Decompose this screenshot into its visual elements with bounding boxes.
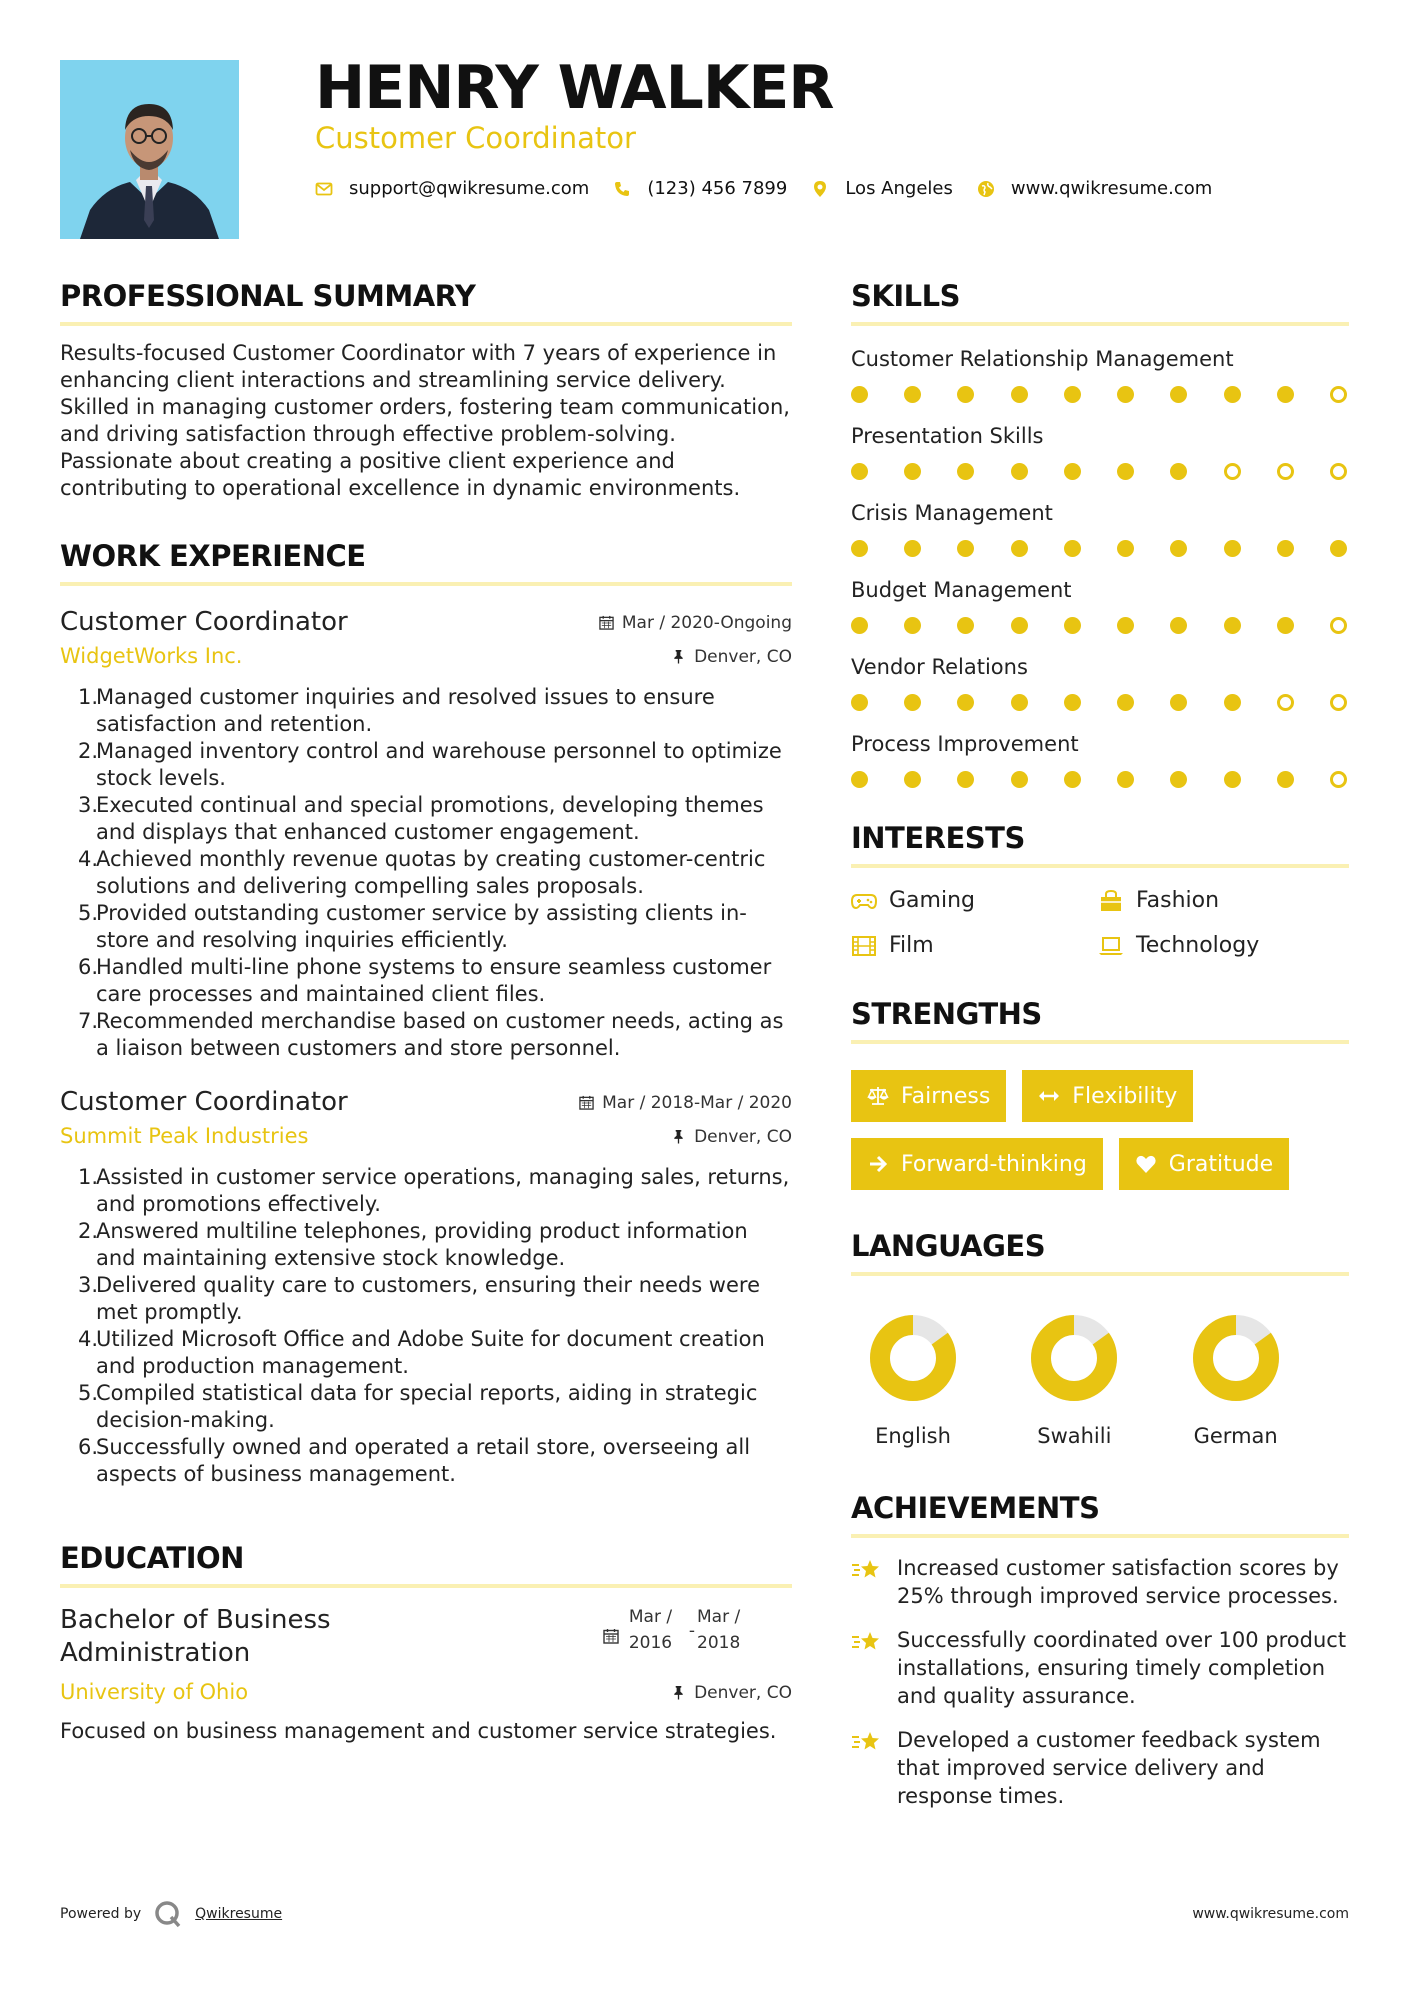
list-item: 1. Managed customer inquiries and resolved issues to ensure satisfaction and retention. xyxy=(78,685,715,736)
rating-dot-filled xyxy=(957,463,974,480)
list-item: 6. Handled multi-line phone systems to ensure seamless customer care processes and maintained client files. xyxy=(78,955,772,1006)
rating-dot-filled xyxy=(1064,694,1081,711)
profile-photo xyxy=(60,60,239,239)
skill-rating xyxy=(851,694,1349,711)
rating-dot-filled xyxy=(1224,617,1241,634)
language-donut xyxy=(1030,1314,1118,1402)
rating-dot-filled xyxy=(1277,386,1294,403)
skill-name: Crisis Management xyxy=(851,501,1053,525)
map-pin-icon xyxy=(811,180,829,198)
list-item: 2. Answered multiline telephones, providing product information and maintaining extensive stock knowledge. xyxy=(78,1219,748,1270)
rating-dot-filled xyxy=(957,771,974,788)
language-donut xyxy=(869,1314,957,1402)
rating-dot-filled xyxy=(1224,386,1241,403)
rating-dot-filled xyxy=(1224,771,1241,788)
job-entry xyxy=(60,1086,792,1488)
rating-dot-filled xyxy=(1117,463,1134,480)
summary-heading: PROFESSIONAL SUMMARY xyxy=(60,278,792,326)
skill-item xyxy=(851,346,1349,403)
rating-dot-filled xyxy=(1224,694,1241,711)
contact-bar xyxy=(315,178,1212,199)
education-description: Focused on business management and customer service strategies. xyxy=(60,1719,777,1743)
location-text: Los Angeles xyxy=(845,178,953,199)
list-item: 5. Provided outstanding customer service by assisting clients in-store and resolving inquiries efficiently. xyxy=(78,901,747,952)
list-item: 3. Delivered quality care to customers, ensuring their needs were met promptly. xyxy=(78,1273,760,1324)
phone-icon xyxy=(613,180,631,198)
skill-rating xyxy=(851,617,1349,634)
pushpin-icon xyxy=(671,1129,686,1144)
list-item: 1. Assisted in customer service operations, managing sales, returns, and promotions effectively. xyxy=(78,1165,790,1216)
rating-dot-filled xyxy=(1011,617,1028,634)
achievements-list xyxy=(851,1554,1349,1810)
school-name: University of Ohio xyxy=(60,1680,249,1704)
shooting-star-icon xyxy=(851,1728,883,1756)
website-link[interactable]: www.qwikresume.com xyxy=(1010,178,1213,199)
list-item: 3. Executed continual and special promotions, developing themes and displays that enhanced customer engagement. xyxy=(78,793,764,844)
balance-scale-icon xyxy=(867,1085,889,1107)
rating-dot-filled xyxy=(1011,694,1028,711)
arrow-right-icon xyxy=(867,1153,889,1175)
skills-list xyxy=(851,346,1349,788)
language-name: English xyxy=(875,1424,951,1448)
shopping-bag-icon xyxy=(1098,890,1124,912)
skill-item xyxy=(851,500,1349,557)
pushpin-icon xyxy=(671,649,686,664)
rating-dot-filled xyxy=(851,463,868,480)
skill-rating xyxy=(851,463,1349,480)
language-name: German xyxy=(1193,1424,1278,1448)
candidate-name: HENRY WALKER xyxy=(315,53,834,123)
rating-dot-filled xyxy=(1277,771,1294,788)
rating-dot-filled xyxy=(957,540,974,557)
job-title: Customer Coordinator xyxy=(60,1087,348,1117)
list-item: 4. Achieved monthly revenue quotas by creating customer-centric solutions and delivering compelling sales proposals. xyxy=(78,847,766,898)
skill-rating xyxy=(851,540,1349,557)
job-bullets xyxy=(60,1164,792,1488)
language-name: Swahili xyxy=(1037,1424,1112,1448)
job-dates: Mar / 2018-Mar / 2020 xyxy=(579,1086,792,1120)
rating-dot-filled xyxy=(1117,540,1134,557)
calendar-icon xyxy=(579,1095,594,1110)
arrows-horizontal-icon xyxy=(1038,1085,1060,1107)
calendar-icon xyxy=(599,615,614,630)
skills-heading: SKILLS xyxy=(851,278,1349,326)
job-bullets xyxy=(60,684,792,1062)
gamepad-icon xyxy=(851,890,877,912)
rating-dot-filled xyxy=(1224,540,1241,557)
candidate-title: Customer Coordinator xyxy=(315,121,636,155)
heart-icon xyxy=(1135,1153,1157,1175)
skill-name: Customer Relationship Management xyxy=(851,347,1234,371)
language-item xyxy=(1026,1314,1187,1448)
rating-dot-filled xyxy=(1117,386,1134,403)
email-link[interactable]: support@qwikresume.com xyxy=(349,178,590,199)
qwikresume-logo-icon xyxy=(153,1899,183,1929)
rating-dot-empty xyxy=(1330,463,1347,480)
rating-dot-filled xyxy=(851,540,868,557)
rating-dot-filled xyxy=(1170,386,1187,403)
rating-dot-filled xyxy=(904,771,921,788)
strength-tag: Forward-thinking xyxy=(851,1138,1103,1190)
education-heading: EDUCATION xyxy=(60,1540,792,1588)
shooting-star-icon xyxy=(851,1628,883,1656)
achievements-heading: ACHIEVEMENTS xyxy=(851,1490,1349,1538)
rating-dot-filled xyxy=(1170,617,1187,634)
rating-dot-filled xyxy=(1170,694,1187,711)
skill-rating xyxy=(851,771,1349,788)
languages-list xyxy=(865,1314,1349,1448)
skill-item xyxy=(851,577,1349,634)
shooting-star-icon xyxy=(851,1556,883,1584)
language-donut xyxy=(1192,1314,1280,1402)
interest-item: Gaming xyxy=(851,888,1098,913)
rating-dot-filled xyxy=(904,386,921,403)
language-item xyxy=(865,1314,1026,1448)
rating-dot-filled xyxy=(851,694,868,711)
list-item: 4. Utilized Microsoft Office and Adobe Suite for document creation and production management. xyxy=(78,1327,765,1378)
rating-dot-empty xyxy=(1277,694,1294,711)
interests-list xyxy=(851,888,1349,958)
right-column xyxy=(851,278,1349,1810)
calendar-icon xyxy=(603,1628,619,1644)
footer-powered-by: Powered by Qwikresume xyxy=(60,1899,282,1929)
rating-dot-filled xyxy=(1277,540,1294,557)
achievement-item: Increased customer satisfaction scores by 25% through improved service processes. xyxy=(851,1554,1349,1610)
brand-link[interactable]: Qwikresume xyxy=(195,1906,283,1922)
job-dates: Mar / 2020-Ongoing xyxy=(599,606,792,640)
list-item: 6. Successfully owned and operated a retail store, overseeing all aspects of business management. xyxy=(78,1435,751,1486)
strength-tag: Gratitude xyxy=(1119,1138,1289,1190)
list-item: 2. Managed inventory control and warehouse personnel to optimize stock levels. xyxy=(78,739,782,790)
interest-item: Technology xyxy=(1098,933,1348,958)
laptop-icon xyxy=(1098,935,1124,957)
interest-item: Film xyxy=(851,933,1098,958)
rating-dot-filled xyxy=(1011,386,1028,403)
skill-rating xyxy=(851,386,1349,403)
job-entry xyxy=(60,606,792,1062)
rating-dot-filled xyxy=(1170,540,1187,557)
rating-dot-filled xyxy=(1064,463,1081,480)
languages-heading: LANGUAGES xyxy=(851,1228,1349,1276)
strengths-list xyxy=(851,1070,1291,1190)
skill-name: Presentation Skills xyxy=(851,424,1044,448)
skill-name: Process Improvement xyxy=(851,732,1079,756)
rating-dot-filled xyxy=(1064,386,1081,403)
rating-dot-filled xyxy=(1117,617,1134,634)
rating-dot-filled xyxy=(1170,463,1187,480)
rating-dot-empty xyxy=(1330,617,1347,634)
rating-dot-empty xyxy=(1224,463,1241,480)
skill-name: Vendor Relations xyxy=(851,655,1028,679)
rating-dot-filled xyxy=(957,617,974,634)
list-item: 7. Recommended merchandise based on customer needs, acting as a liaison between customers and store personnel. xyxy=(78,1009,784,1060)
achievement-item: Successfully coordinated over 100 product installations, ensuring timely completion and quality assurance. xyxy=(851,1626,1349,1710)
interest-item: Fashion xyxy=(1098,888,1348,913)
skill-item xyxy=(851,423,1349,480)
job-location: Denver, CO xyxy=(671,1120,792,1154)
rating-dot-filled xyxy=(851,617,868,634)
rating-dot-filled xyxy=(904,617,921,634)
summary-text: Results-focused Customer Coordinator with 7 years of experience in enhancing client interactions and streamlining service delivery. Skilled in managing customer orders, fostering team communication, and driving satisfaction through effective problem-solving. Passionate about creating a positive client experience and contributing to operational excellence in dynamic environments. xyxy=(60,341,790,500)
company-name: WidgetWorks Inc. xyxy=(60,644,243,668)
achievement-item: Developed a customer feedback system that improved service delivery and response times. xyxy=(851,1726,1349,1810)
experience-heading: WORK EXPERIENCE xyxy=(60,538,792,586)
skill-name: Budget Management xyxy=(851,578,1072,602)
rating-dot-filled xyxy=(851,771,868,788)
language-item xyxy=(1188,1314,1349,1448)
company-name: Summit Peak Industries xyxy=(60,1124,309,1148)
rating-dot-filled xyxy=(1011,771,1028,788)
phone-number[interactable]: (123) 456 7899 xyxy=(647,178,788,199)
strength-tag: Flexibility xyxy=(1022,1070,1193,1122)
rating-dot-filled xyxy=(904,463,921,480)
left-column xyxy=(60,278,792,1745)
rating-dot-filled xyxy=(1170,771,1187,788)
globe-icon xyxy=(977,180,995,198)
strengths-heading: STRENGTHS xyxy=(851,996,1349,1044)
skill-item xyxy=(851,731,1349,788)
rating-dot-filled xyxy=(904,540,921,557)
job-title: Customer Coordinator xyxy=(60,607,348,637)
rating-dot-empty xyxy=(1330,771,1347,788)
rating-dot-filled xyxy=(1064,771,1081,788)
education-dates: Mar / 2016 - Mar / 2018 xyxy=(603,1604,757,1670)
film-icon xyxy=(851,935,877,957)
strength-tag: Fairness xyxy=(851,1070,1006,1122)
envelope-icon xyxy=(315,180,333,198)
rating-dot-filled xyxy=(1011,463,1028,480)
portrait-image xyxy=(60,60,239,239)
rating-dot-filled xyxy=(957,386,974,403)
rating-dot-filled xyxy=(1277,617,1294,634)
footer-website[interactable]: www.qwikresume.com xyxy=(1192,1906,1349,1922)
pushpin-icon xyxy=(671,1685,686,1700)
rating-dot-filled xyxy=(1064,540,1081,557)
rating-dot-filled xyxy=(904,694,921,711)
education-location: Denver, CO xyxy=(671,1676,792,1710)
rating-dot-filled xyxy=(1064,617,1081,634)
rating-dot-filled xyxy=(1117,771,1134,788)
rating-dot-filled xyxy=(851,386,868,403)
rating-dot-empty xyxy=(1330,694,1347,711)
list-item: 5. Compiled statistical data for special reports, aiding in strategic decision-making. xyxy=(78,1381,758,1432)
rating-dot-filled xyxy=(957,694,974,711)
rating-dot-filled xyxy=(1330,540,1347,557)
interests-heading: INTERESTS xyxy=(851,820,1349,868)
rating-dot-empty xyxy=(1330,386,1347,403)
job-location: Denver, CO xyxy=(671,640,792,674)
rating-dot-empty xyxy=(1277,463,1294,480)
skill-item xyxy=(851,654,1349,711)
degree-title: Bachelor of Business Administration xyxy=(60,1605,331,1668)
rating-dot-filled xyxy=(1117,694,1134,711)
rating-dot-filled xyxy=(1011,540,1028,557)
